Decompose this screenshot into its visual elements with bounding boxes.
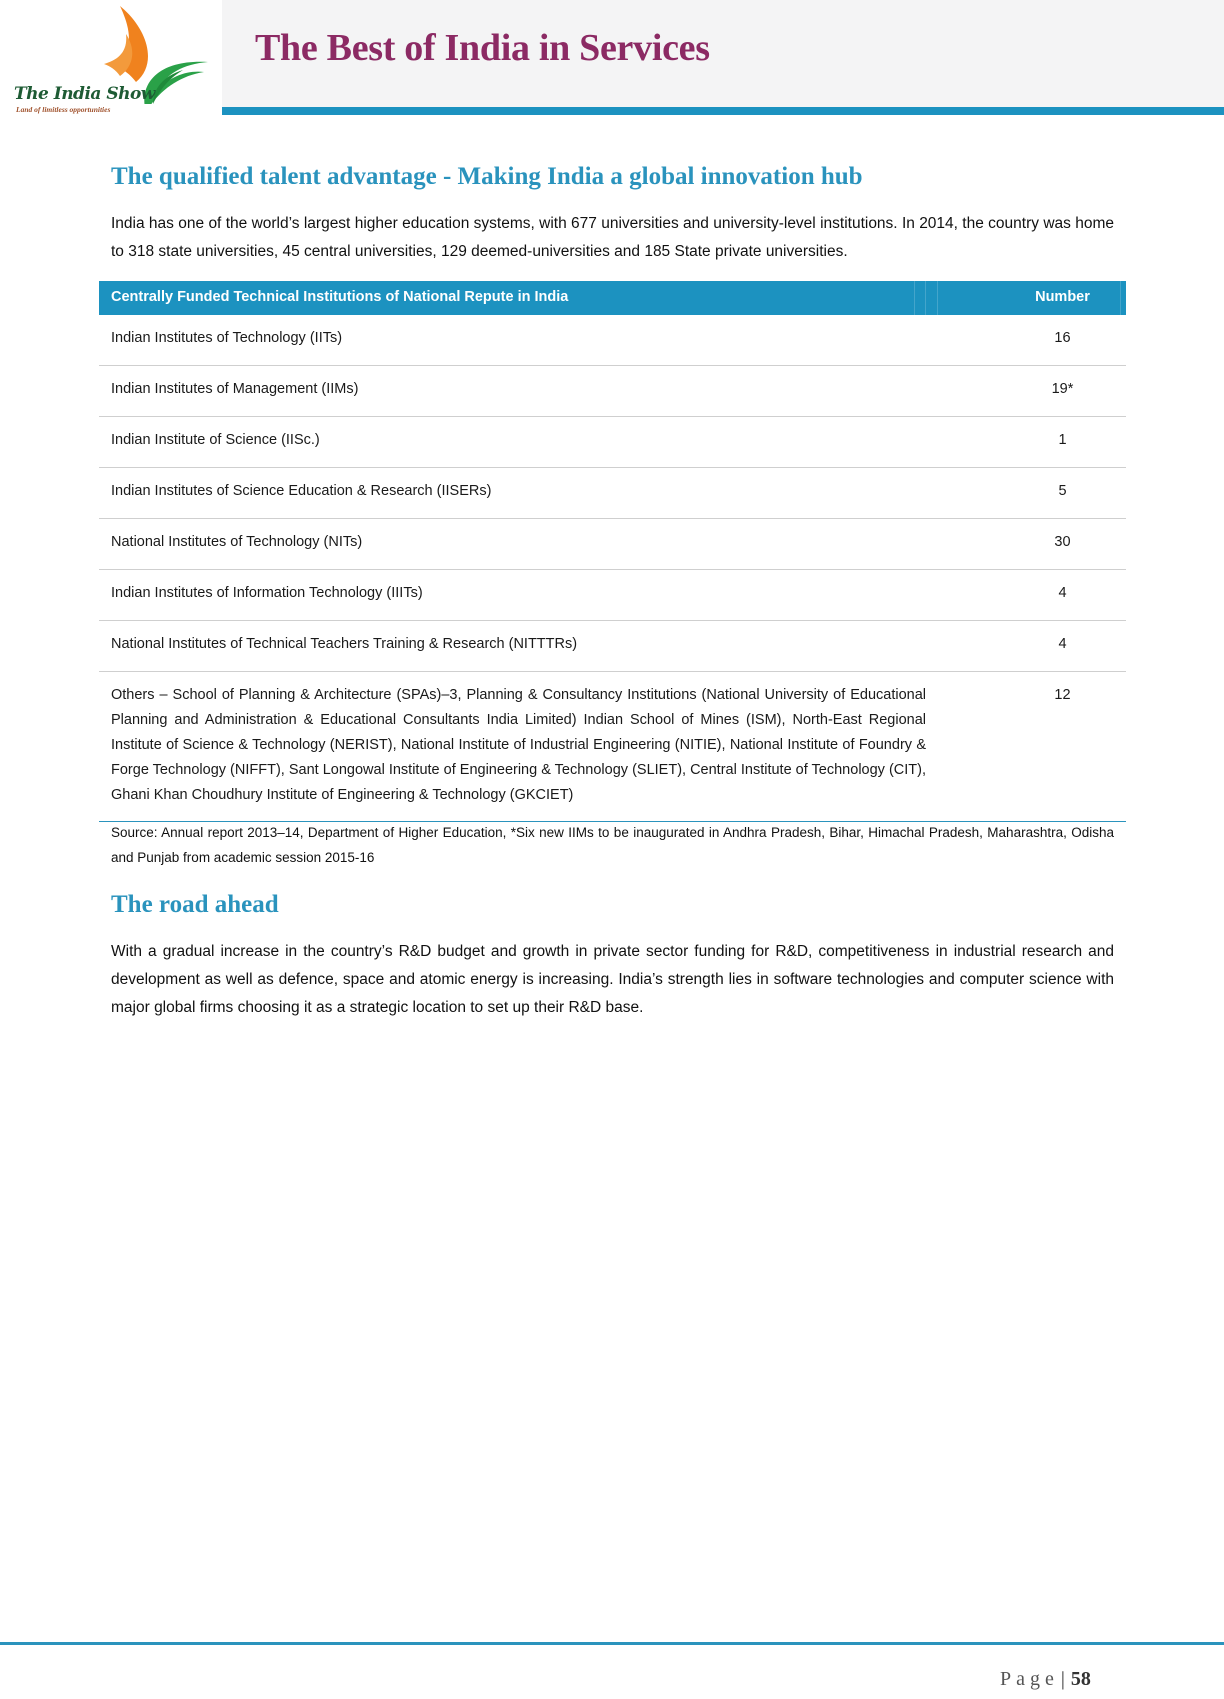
footer-rule	[0, 1642, 1224, 1645]
row-number: 1	[1058, 432, 1067, 448]
row-number: 19*	[1051, 381, 1074, 397]
table-row	[99, 468, 1126, 519]
logo-tagline: Land of limitless opportunities	[16, 105, 111, 114]
row-institution: Indian Institutes of Management (IIMs)	[111, 381, 359, 397]
header-rule	[222, 107, 1224, 115]
table-row	[99, 519, 1126, 570]
header-number: Number	[1035, 289, 1090, 305]
header-divider	[937, 281, 938, 315]
section-title-road-ahead: The road ahead	[111, 891, 279, 918]
page-separator: |	[1060, 1668, 1065, 1690]
row-institution: Indian Institutes of Information Technology (IIITs)	[111, 585, 423, 601]
row-number: 4	[1058, 636, 1067, 652]
page-label: Page	[1000, 1668, 1059, 1690]
road-ahead-paragraph: With a gradual increase in the country’s R&D budget and growth in private sector funding for R&D, competitiveness in industrial research and development as well as defence, space and atomic energy is increasing. India’s strength lies in software technologies and computer science with major global firms choosing it as a strategic location to set up their R&D base.	[111, 943, 1114, 1016]
logo-name: The India Show	[14, 84, 155, 104]
logo	[8, 4, 213, 116]
table-source-note: Source: Annual report 2013–14, Department of Higher Education, *Six new IIMs to be inaugurated in Andhra Pradesh, Bihar, Himachal Pradesh, Maharashtra, Odisha and Punjab from academic session 2015-16	[111, 825, 1114, 865]
row-institution: National Institutes of Technology (NITs)	[111, 534, 363, 550]
table-row	[99, 417, 1126, 468]
section-title-talent: The qualified talent advantage - Making India a global innovation hub	[111, 163, 863, 190]
table-row-others	[99, 672, 1126, 822]
table-row	[99, 315, 1126, 366]
table-row	[99, 570, 1126, 621]
row-institution: National Institutes of Technical Teachers Training & Research (NITTTRs)	[111, 636, 578, 652]
row-institution: Indian Institutes of Science Education & Research (IISERs)	[111, 483, 492, 499]
page-title: The Best of India in Services	[255, 27, 710, 69]
row-number: 4	[1058, 585, 1067, 601]
row-institution: Indian Institute of Science (IISc.)	[111, 432, 320, 448]
row-institution: Indian Institutes of Technology (IITs)	[111, 330, 343, 346]
header-divider	[914, 281, 915, 315]
institutions-table	[99, 281, 1126, 822]
table-row	[99, 366, 1126, 417]
header-institution: Centrally Funded Technical Institutions of National Repute in India	[111, 289, 569, 305]
page-number-value: 58	[1070, 1668, 1091, 1690]
page-number	[1000, 1668, 1091, 1691]
row-number: 5	[1058, 483, 1067, 499]
table-header	[99, 281, 1126, 315]
row-number: 16	[1054, 330, 1071, 346]
header-divider	[925, 281, 926, 315]
intro-paragraph: India has one of the world’s largest higher education systems, with 677 universities and university-level institutions. In 2014, the country was home to 318 state universities, 45 central universities, 129 deemed-universities and 185 State private universities.	[111, 215, 1114, 260]
row-number: 12	[1054, 687, 1071, 703]
row-institution: Others – School of Planning & Architecture (SPAs)–3, Planning & Consultancy Institutions (National University of Educational Planning and Administration & Educational Consultants India Limited) Indian School of Mines (ISM), North-East Regional Institute of Science & Technology (NERIST), National Institute of Industrial Engineering (NITIE), National Institute of Foundry & Forge Technology (NIFFT), Sant Longowal Institute of Engineering & Technology (SLIET), Central Institute of Technology (CIT), Ghani Khan Choudhury Institute of Engineering & Technology (GKCIET)	[111, 687, 926, 803]
row-number: 30	[1054, 534, 1071, 550]
table-row	[99, 621, 1126, 672]
